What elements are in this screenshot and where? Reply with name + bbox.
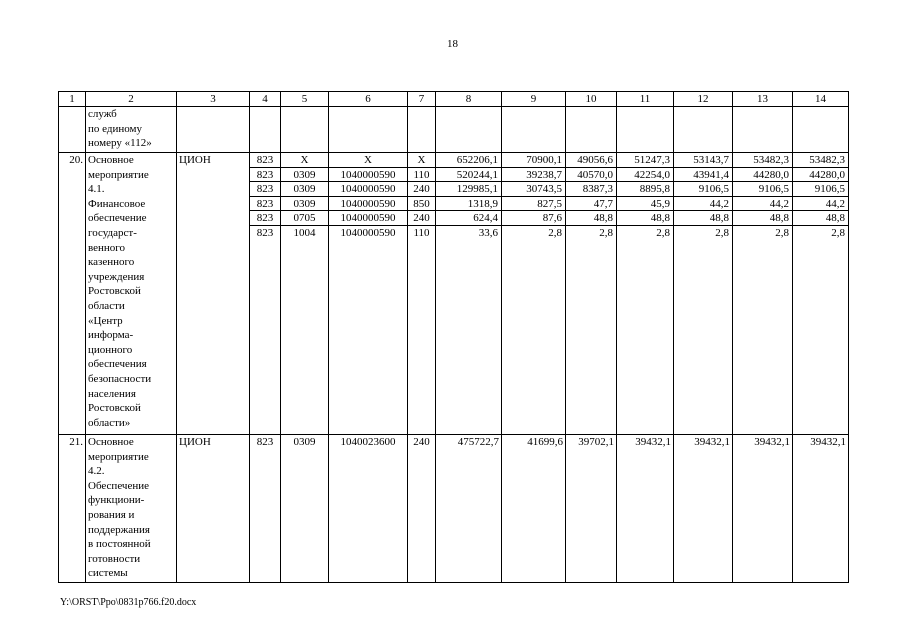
- empty-cell: [281, 107, 329, 153]
- value-line: 44,2: [733, 197, 792, 212]
- ministry-code-cell: 823: [250, 435, 281, 583]
- year-amount-cell: [617, 153, 674, 435]
- year-amount-cell: 39432,1: [674, 435, 733, 583]
- header-cell: 8: [436, 92, 502, 107]
- empty-cell: [502, 107, 566, 153]
- value-line: 1004: [293, 226, 316, 239]
- value-line: 624,4: [436, 211, 501, 226]
- value-line: 2,8: [548, 226, 562, 239]
- value-line: 0705: [281, 211, 328, 226]
- header-cell: 6: [329, 92, 408, 107]
- value-line: 823: [250, 182, 280, 197]
- value-line: 2,8: [656, 226, 670, 239]
- activity-name-line: области»: [88, 416, 131, 429]
- header-cell: 13: [733, 92, 793, 107]
- value-line: 48,8: [617, 211, 673, 226]
- value-line: 823: [250, 197, 280, 212]
- value-line: 110: [408, 168, 435, 183]
- value-line: 9106,5: [674, 182, 732, 197]
- executor-cell: ЦИОН: [177, 435, 250, 583]
- value-line: 2,8: [599, 226, 613, 239]
- value-line: 48,8: [674, 211, 732, 226]
- value-line: 823: [256, 226, 274, 239]
- value-line: Х: [408, 153, 435, 168]
- value-line: 1040000590: [329, 211, 407, 226]
- year-amount-cell: 39432,1: [793, 435, 849, 583]
- value-line: 1040000590: [340, 226, 396, 239]
- table-row: [59, 153, 849, 435]
- ministry-code-cell: [250, 153, 281, 435]
- year-amount-cell: [733, 153, 793, 435]
- executor-cell: [177, 107, 250, 153]
- year-amount-cell: [793, 153, 849, 435]
- activity-name-line: Обеспечение: [88, 479, 149, 492]
- year-amount-cell: [502, 153, 566, 435]
- header-cell: 2: [86, 92, 177, 107]
- section-code-cell: [281, 153, 329, 435]
- activity-name-line: государст-: [88, 226, 137, 239]
- value-line: 87,6: [502, 211, 565, 226]
- header-cell: 3: [177, 92, 250, 107]
- value-line: 823: [250, 168, 280, 183]
- header-row: [59, 92, 849, 107]
- value-line: 70900,1: [502, 153, 565, 168]
- activity-name-line: готовности: [88, 552, 141, 565]
- activity-name-line: области: [88, 299, 125, 312]
- file-path-footer: Y:\ORST\Ppo\0831p766.f20.docx: [60, 597, 197, 608]
- value-line: 0309: [281, 168, 328, 183]
- activity-name-line: Основное: [88, 436, 134, 448]
- row-number-cell: 21.: [59, 435, 86, 583]
- activity-name-line: служб: [88, 108, 117, 120]
- value-line: 2,8: [775, 226, 789, 239]
- header-cell: 9: [502, 92, 566, 107]
- value-line: 1040000590: [329, 168, 407, 183]
- value-line: 48,8: [793, 211, 848, 226]
- activity-name-line: 4.1.: [88, 183, 105, 196]
- value-line: 51247,3: [617, 153, 673, 168]
- year-amount-cell: 39702,1: [566, 435, 617, 583]
- value-line: 0309: [281, 197, 328, 212]
- value-line: 44280,0: [733, 168, 792, 183]
- empty-cell: [250, 107, 281, 153]
- header-cell: 7: [408, 92, 436, 107]
- value-line: 850: [408, 197, 435, 212]
- activity-name-line: ционного: [88, 343, 133, 356]
- value-line: 49056,6: [566, 153, 616, 168]
- header-cell: 14: [793, 92, 849, 107]
- year-amount-cell: 39432,1: [733, 435, 793, 583]
- value-line: 33,6: [478, 226, 498, 239]
- total-amount-cell: 475722,7: [436, 435, 502, 583]
- value-line: 44,2: [793, 197, 848, 212]
- value-line: 30743,5: [502, 182, 565, 197]
- value-line: 44280,0: [793, 168, 848, 183]
- value-line: 1318,9: [436, 197, 501, 212]
- expense-type-cell: [408, 153, 436, 435]
- value-line: 9106,5: [793, 182, 848, 197]
- value-line: 2,8: [831, 226, 845, 239]
- activity-name-line: 4.2.: [88, 465, 105, 478]
- page-number: 18: [447, 38, 458, 50]
- header-cell: 1: [59, 92, 86, 107]
- activity-name-line: по единому: [88, 122, 142, 135]
- value-line: 40570,0: [566, 168, 616, 183]
- value-line: 827,5: [502, 197, 565, 212]
- value-line: 42254,0: [617, 168, 673, 183]
- activity-name-line: безопасности: [88, 372, 152, 385]
- activity-name-line: в постоянной: [88, 538, 151, 551]
- executor-cell: ЦИОН: [177, 153, 250, 435]
- value-line: 823: [250, 211, 280, 226]
- value-line: 47,7: [566, 197, 616, 212]
- value-line: Х: [281, 153, 328, 168]
- activity-name-line: системы: [88, 567, 128, 580]
- activity-name-line: венного: [88, 241, 126, 254]
- value-line: 53482,3: [733, 153, 792, 168]
- section-code-cell: 0309: [281, 435, 329, 583]
- value-line: 652206,1: [436, 153, 501, 168]
- row-number-cell: 20.: [59, 153, 86, 435]
- activity-name-line: «Центр: [88, 314, 123, 327]
- activity-name-line: населения: [88, 387, 136, 400]
- value-line: 520244,1: [436, 168, 501, 183]
- empty-cell: [329, 107, 408, 153]
- total-amount-cell: [436, 153, 502, 435]
- budget-table: [58, 91, 849, 583]
- activity-name-line: поддержания: [88, 523, 150, 536]
- value-line: 44,2: [674, 197, 732, 212]
- header-cell: 11: [617, 92, 674, 107]
- value-line: 43941,4: [674, 168, 732, 183]
- value-line: 8387,3: [566, 182, 616, 197]
- activity-name-line: информа-: [88, 329, 134, 342]
- target-code-cell: 1040023600: [329, 435, 408, 583]
- value-line: 48,8: [566, 211, 616, 226]
- activity-name-line: Ростовской: [88, 285, 141, 298]
- target-code-cell: [329, 153, 408, 435]
- empty-cell: [674, 107, 733, 153]
- year-amount-cell: [566, 153, 617, 435]
- activity-name-line: рования и: [88, 508, 135, 521]
- activity-name-line: Ростовской: [88, 402, 141, 415]
- activity-name-cell: [86, 107, 177, 153]
- value-line: 240: [408, 211, 435, 226]
- activity-name-line: учреждения: [88, 270, 145, 283]
- empty-cell: [436, 107, 502, 153]
- value-line: 45,9: [617, 197, 673, 212]
- value-line: 2,8: [715, 226, 729, 239]
- value-line: 1040000590: [329, 182, 407, 197]
- empty-cell: [566, 107, 617, 153]
- empty-cell: [733, 107, 793, 153]
- year-amount-cell: 39432,1: [617, 435, 674, 583]
- value-line: 110: [413, 226, 430, 239]
- value-line: 240: [408, 182, 435, 197]
- activity-name-cell: [86, 435, 177, 583]
- activity-name-line: мероприятие: [88, 450, 149, 463]
- continuation-row: [59, 107, 849, 153]
- activity-name-line: мероприятие: [88, 168, 149, 181]
- value-line: 823: [250, 153, 280, 168]
- row-number-cell: [59, 107, 86, 153]
- activity-name-line: функциони-: [88, 494, 145, 507]
- activity-name-line: обеспечение: [88, 212, 147, 225]
- table-row: [59, 435, 849, 583]
- value-line: 9106,5: [733, 182, 792, 197]
- activity-name-cell: [86, 153, 177, 435]
- activity-name-line: обеспечения: [88, 358, 147, 371]
- empty-cell: [793, 107, 849, 153]
- value-line: 129985,1: [436, 182, 501, 197]
- activity-name-line: казенного: [88, 256, 135, 269]
- empty-cell: [617, 107, 674, 153]
- header-cell: 10: [566, 92, 617, 107]
- activity-name-line: номеру «112»: [88, 137, 152, 150]
- value-line: 0309: [281, 182, 328, 197]
- value-line: 1040000590: [329, 197, 407, 212]
- header-cell: 5: [281, 92, 329, 107]
- value-line: 53482,3: [793, 153, 848, 168]
- expense-type-cell: 240: [408, 435, 436, 583]
- value-line: 53143,7: [674, 153, 732, 168]
- activity-name-line: Финансовое: [88, 197, 146, 210]
- empty-cell: [408, 107, 436, 153]
- value-line: 48,8: [733, 211, 792, 226]
- header-cell: 4: [250, 92, 281, 107]
- year-amount-cell: 41699,6: [502, 435, 566, 583]
- value-line: Х: [329, 153, 407, 168]
- header-cell: 12: [674, 92, 733, 107]
- value-line: 39238,7: [502, 168, 565, 183]
- activity-name-line: Основное: [88, 154, 134, 166]
- year-amount-cell: [674, 153, 733, 435]
- value-line: 8895,8: [617, 182, 673, 197]
